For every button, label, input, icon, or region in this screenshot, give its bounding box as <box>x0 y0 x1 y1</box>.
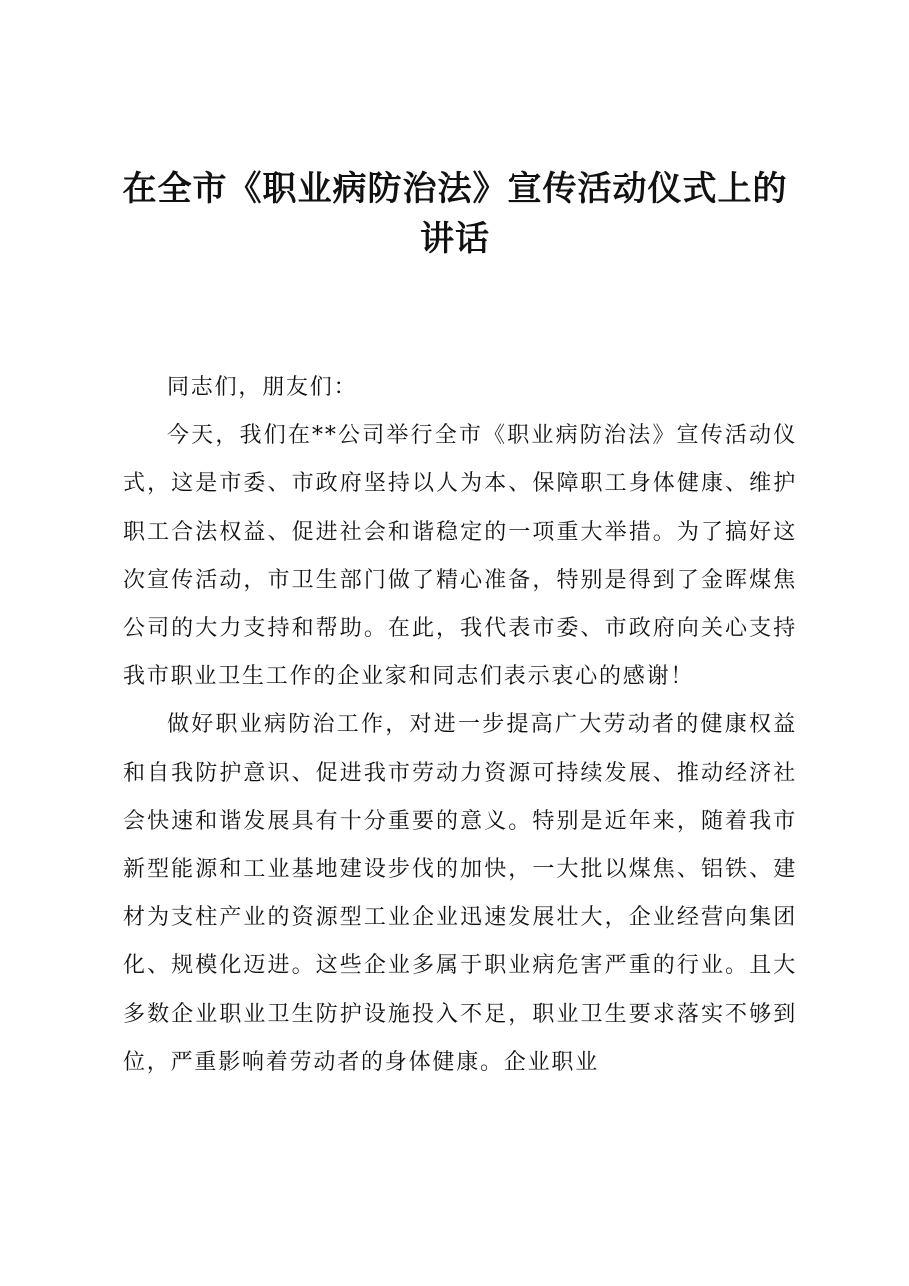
paragraph-2: 做好职业病防治工作，对进一步提高广大劳动者的健康权益和自我防护意识、促进我市劳动力资源可持续发展、推动经济社会快速和谐发展具有十分重要的意义。特别是近年来，随着我市新型能源和工业基地建设步伐的加快，一大批以煤焦、铝铁、建材为支柱产业的资源型工业企业迅速发展壮大，企业经营向集团化、规模化迈进。这些企业多属于职业病危害严重的行业。且大多数企业职业卫生防护设施投入不足，职业卫生要求落实不够到位，严重影响着劳动者的身体健康。企业职业 <box>123 712 797 1075</box>
greeting-line: 同志们，朋友们： <box>167 375 358 400</box>
document-title: 在全市《职业病防治法》宣传活动仪式上的讲话 <box>122 169 788 259</box>
document-body <box>123 364 797 1087</box>
paragraph-1: 今天，我们在**公司举行全市《职业病防治法》宣传活动仪式，这是市委、市政府坚持以人为本、保障职工身体健康、维护职工合法权益、促进社会和谐稳定的一项重大举措。为了搞好这次宣传活动，市卫生部门做了精心准备，特别是得到了金晖煤焦公司的大力支持和帮助。在此，我代表市委、市政府向关心支持我市职业卫生工作的企业家和同志们表示衷心的感谢！ <box>123 423 797 690</box>
